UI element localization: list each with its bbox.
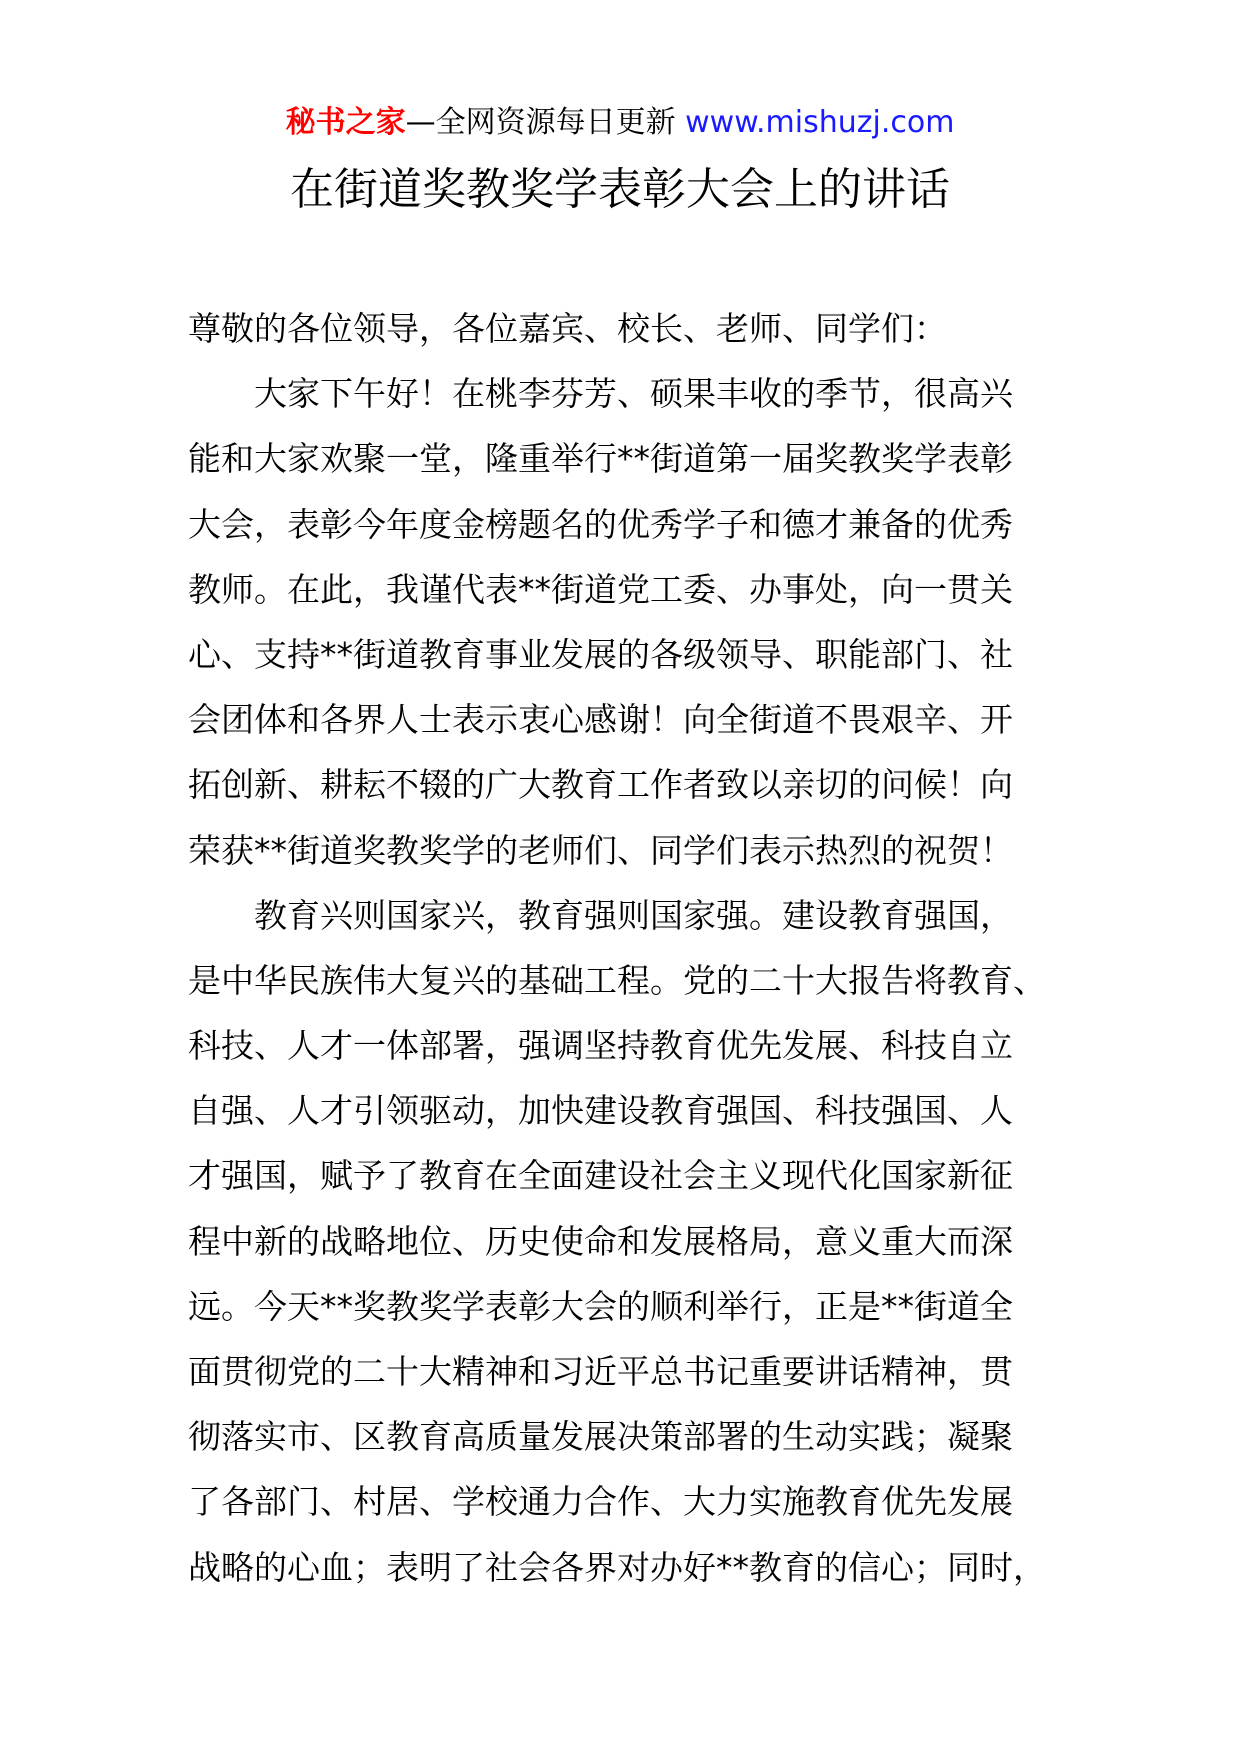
paragraph-line: 战略的心血；表明了社会各界对办好**教育的信心；同时， [188, 1547, 1046, 1587]
document-body [188, 296, 1068, 1600]
paragraph-line: 能和大家欢聚一堂，隆重举行**街道第一届奖教奖学表彰 [188, 439, 1013, 479]
site-url-link[interactable]: www.mishuzj.com [685, 105, 955, 140]
paragraph-line: 科技、人才一体部署，强调坚持教育优先发展、科技自立 [188, 1026, 1013, 1066]
paragraph-line: 大会，表彰今年度金榜题名的优秀学子和德才兼备的优秀 [188, 504, 1013, 544]
paragraph-line: 自强、人才引领驱动，加快建设教育强国、科技强国、人 [188, 1091, 1013, 1131]
brand-name: 秘书之家 [285, 105, 406, 140]
paragraph-line: 了各部门、村居、学校通力合作、大力实施教育优先发展 [188, 1482, 1013, 1522]
paragraph-line: 远。今天**奖教奖学表彰大会的顺利举行，正是**街道全 [188, 1286, 1013, 1326]
site-header [0, 103, 1240, 143]
paragraph-line: 心、支持**街道教育事业发展的各级领导、职能部门、社 [188, 634, 1013, 674]
paragraph-line: 拓创新、耕耘不辍的广大教育工作者致以亲切的问候！向 [188, 765, 1013, 805]
paragraph-line: 荣获**街道奖教奖学的老师们、同学们表示热烈的祝贺！ [188, 830, 1013, 870]
document-title: 在街道奖教奖学表彰大会上的讲话 [290, 164, 950, 215]
paragraph-line: 面贯彻党的二十大精神和习近平总书记重要讲话精神，贯 [188, 1352, 1013, 1391]
paragraph-line: 彻落实市、区教育高质量发展决策部署的生动实践；凝聚 [188, 1417, 1013, 1457]
paragraph-line: 大家下午好！在桃李芬芳、硕果丰收的季节，很高兴 [254, 374, 1013, 414]
paragraph-line: 是中华民族伟大复兴的基础工程。党的二十大报告将教育、 [188, 960, 1046, 1000]
paragraph-line: 会团体和各界人士表示衷心感谢！向全街道不畏艰辛、开 [188, 700, 1013, 740]
paragraph-line: 程中新的战略地位、历史使命和发展格局，意义重大而深 [188, 1221, 1013, 1261]
paragraph-line: 才强国，赋予了教育在全面建设社会主义现代化国家新征 [188, 1156, 1013, 1196]
paragraph-line: 教育兴则国家兴，教育强则国家强。建设教育强国， [254, 895, 1013, 935]
paragraph-line: 教师。在此，我谨代表**街道党工委、办事处，向一贯关 [188, 569, 1013, 609]
salutation-line: 尊敬的各位领导，各位嘉宾、校长、老师、同学们： [188, 309, 947, 348]
header-slogan: —全网资源每日更新 [405, 105, 676, 140]
